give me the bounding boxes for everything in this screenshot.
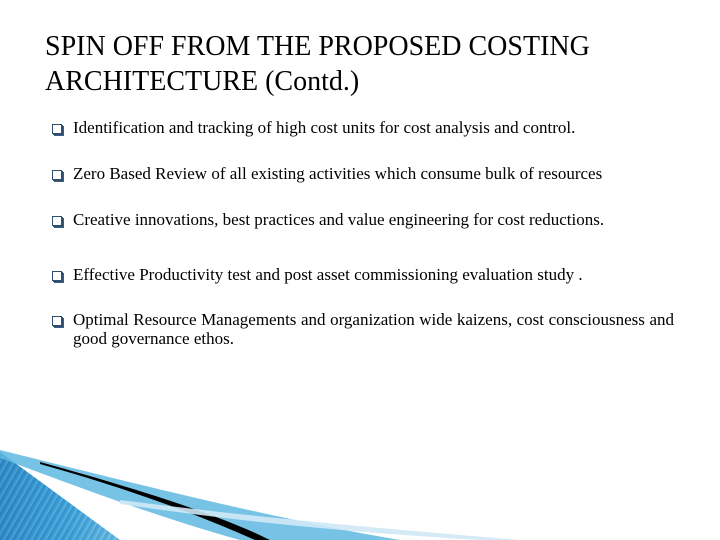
bullet-list [52, 118, 674, 348]
bullet-item [52, 164, 674, 183]
bullet-text: Zero Based Review of all existing activities which consume bulk of resources [73, 164, 603, 183]
checkbox-square-icon [52, 316, 62, 326]
bullet-text: Identification and tracking of high cost units for cost analysis and control. [73, 118, 576, 137]
bullet-item [52, 118, 674, 137]
decorative-swoosh [0, 440, 720, 540]
bullet-item [52, 265, 674, 284]
checkbox-square-icon [52, 271, 62, 281]
bullet-text: Effective Productivity test and post asset commissioning evaluation study . [73, 265, 583, 284]
slide-title: SPIN OFF FROM THE PROPOSED COSTING ARCHITECTURE (Contd.) [45, 31, 590, 97]
checkbox-square-icon [52, 216, 62, 226]
bullet-item [52, 210, 674, 229]
checkbox-square-icon [52, 124, 62, 134]
checkbox-square-icon [52, 170, 62, 180]
bullet-text: Optimal Resource Managements and organization wide kaizens, cost consciousness and good governance ethos. [73, 310, 674, 348]
bullet-item [52, 310, 674, 348]
bullet-text: Creative innovations, best practices and value engineering for cost reductions. [73, 210, 605, 229]
